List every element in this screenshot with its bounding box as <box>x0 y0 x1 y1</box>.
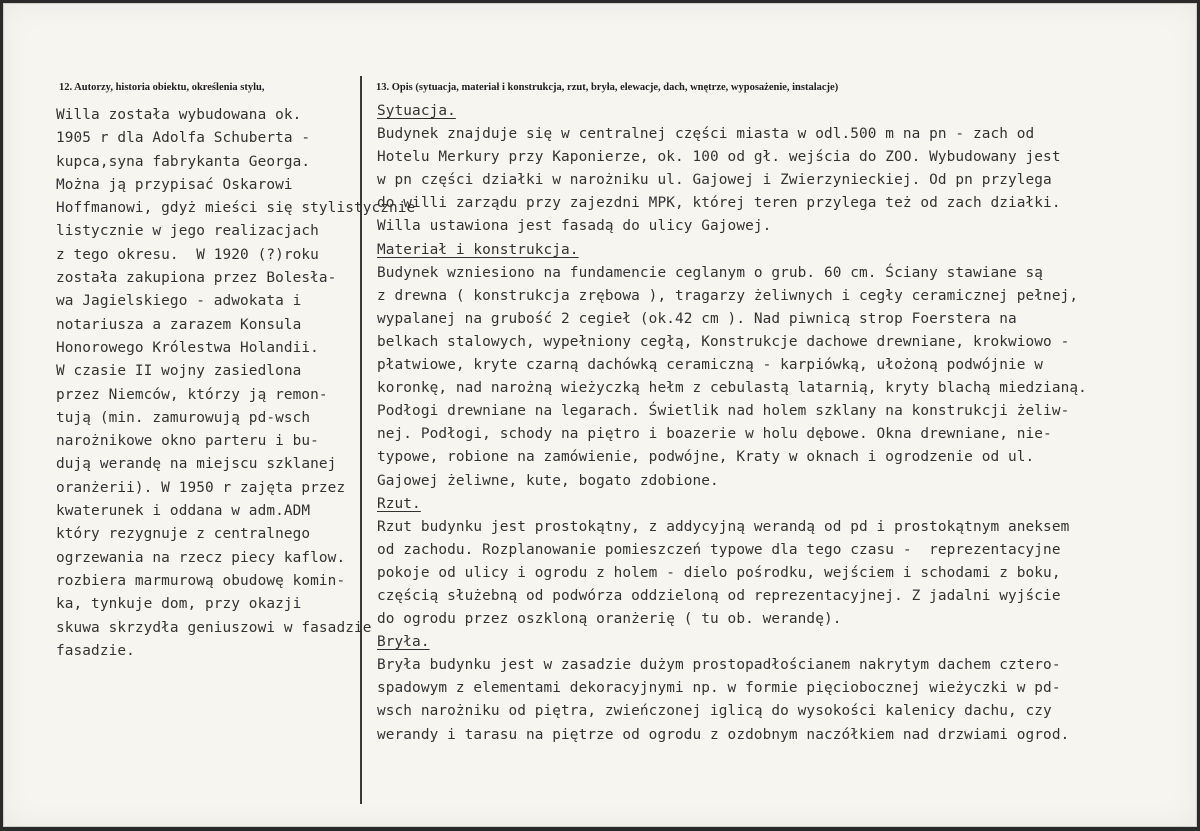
text-line: dują werandę na miejscu szklanej <box>56 456 337 473</box>
text-line: Hotelu Merkury przy Kaponierze, ok. 100 od gł. wejścia do ZOO. Wybudowany jest <box>377 149 1061 166</box>
text-line: Willa została wybudowana ok. <box>56 107 302 123</box>
text-line: wa Jagielskiego - adwokata i <box>56 293 302 310</box>
text-line: Willa ustawiona jest fasadą do ulicy Gajowej. <box>377 218 772 235</box>
text-line: wypalanej na grubość 2 cegieł (ok.42 cm ). Nad piwnicą strop Foerstera na <box>377 310 1017 327</box>
section-heading: Materiał i konstrukcja. <box>377 241 579 258</box>
section-heading: Sytuacja. <box>377 103 456 119</box>
description-text <box>377 100 1189 747</box>
text-line: werandy i tarasu na piętrze od ogrodu z ozdobnym naczółkiem nad drzwiami ogrod. <box>377 726 1070 743</box>
text-line: notariusza a zarazem Konsula <box>56 316 302 333</box>
text-line: płatwiowe, kryte czarną dachówką ceramiczną - karpiówką, ułożoną podwójnie w <box>377 357 1044 374</box>
text-line: rozbiera marmurową obudowę komin- <box>56 572 346 589</box>
text-line: Rzut budynku jest prostokątny, z addycyjną werandą od pd i prostokątnym aneksem <box>377 518 1070 535</box>
text-line: spadowym z elementami dekoracyjnymi np. w formie pięciobocznej wieżyczki w pd- <box>377 680 1061 697</box>
text-line: Honorowego Królestwa Holandii. <box>56 339 319 356</box>
text-line: z tego okresu. W 1920 (?)roku <box>56 246 319 263</box>
text-line: ogrzewania na rzecz piecy kaflow. <box>56 549 346 566</box>
section-heading: Rzut. <box>377 495 421 512</box>
text-line: który rezygnuje z centralnego <box>56 526 311 543</box>
text-line: typowe, robione na zamówienie, podwójne, Kraty w oknach i ogrodzenie od ul. <box>377 449 1035 466</box>
text-line: skuwa skrzydła geniuszowi w fasadzie <box>56 619 372 636</box>
text-line: oranżerii). W 1950 r zajęta przez <box>56 479 346 496</box>
text-line: nej. Podłogi, schody na piętro i boazerie w holu dębowe. Okna drewniane, nie- <box>377 426 1052 443</box>
text-line: koronkę, nad narożną wieżyczką hełm z cebulastą latarnią, kryty blachą miedzianą. <box>377 380 1087 397</box>
text-line: pokoje od ulicy i ogrodu z holem - dielo pośrodku, wejściem i schodami z boku, <box>377 564 1061 581</box>
text-line: częścią służebną od podwórza oddzieloną od reprezentacyjnej. Z jadalni wyjście <box>377 587 1061 604</box>
text-line: Budynek wzniesiono na fundamencie ceglanym o grub. 60 cm. Ściany stawiane są <box>377 264 1044 281</box>
document-card <box>3 3 1197 827</box>
text-line: tują (min. zamurowują pd-wsch <box>56 409 311 426</box>
section-heading: Bryła. <box>377 634 430 651</box>
text-line: Można ją przypisać Oskarowi <box>56 176 293 193</box>
text-line: wsch narożniku od piętra, zwieńczonej iglicą do wysokości kalenicy dachu, czy <box>377 703 1052 720</box>
text-line: listycznie w jego realizacjach <box>56 223 319 240</box>
text-line: 1905 r dla Adolfa Schuberta - <box>56 130 311 147</box>
text-line: do ogrodu przez oszkloną oranżerię ( tu ob. werandę). <box>377 611 842 628</box>
text-line: Gajowej żeliwne, kute, bogato zdobione. <box>377 472 719 489</box>
text-line: Podłogi drewniane na legarach. Świetlik nad holem szklany na konstrukcji żeliw- <box>377 403 1070 420</box>
text-line: została zakupiona przez Bolesła- <box>56 270 337 287</box>
text-line: narożnikowe okno parteru i bu- <box>56 433 319 450</box>
text-line: kupca,syna fabrykanta Georga. <box>56 153 311 170</box>
text-line: kwaterunek i oddana w adm.ADM <box>56 503 311 520</box>
text-line: belkach stalowych, wypełniony cegłą, Konstrukcje dachowe drewniane, krokwiowo - <box>377 333 1070 350</box>
text-line: Bryła budynku jest w zasadzie dużym prostopadłościanem nakrytym dachem cztero- <box>377 657 1061 674</box>
left-column-header: 12. Autorzy, historia obiektu, określenia stylu, <box>59 82 265 93</box>
text-line: ka, tynkuje dom, przy okazji <box>56 596 302 613</box>
text-line: z drewna ( konstrukcja zrębowa ), tragarzy żeliwnych i cegły ceramicznej pełnej, <box>377 287 1079 304</box>
text-line: Hoffmanowi, gdyż mieści się stylistycznie <box>56 200 416 217</box>
text-line: przez Niemców, którzy ją remon- <box>56 386 328 403</box>
text-line: od zachodu. Rozplanowanie pomieszczeń typowe dla tego czasu - reprezentacyjne <box>377 541 1061 558</box>
text-line: w pn części działki w narożniku ul. Gajowej i Zwierzynieckiej. Od pn przylega <box>377 172 1052 189</box>
text-line: Budynek znajduje się w centralnej części miasta w odl.500 m na pn - zach od <box>377 126 1035 143</box>
right-column-header: 13. Opis (sytuacja, materiał i konstrukcja, rzut, bryła, elewacje, dach, wnętrze, wyposażenie, instalacje) <box>376 82 839 93</box>
text-line: do willi zarządu przy zajezdni MPK, której teren przylega też od zach działki. <box>377 195 1061 212</box>
text-line: W czasie II wojny zasiedlona <box>56 363 302 380</box>
text-line: fasadzie. <box>56 642 135 659</box>
